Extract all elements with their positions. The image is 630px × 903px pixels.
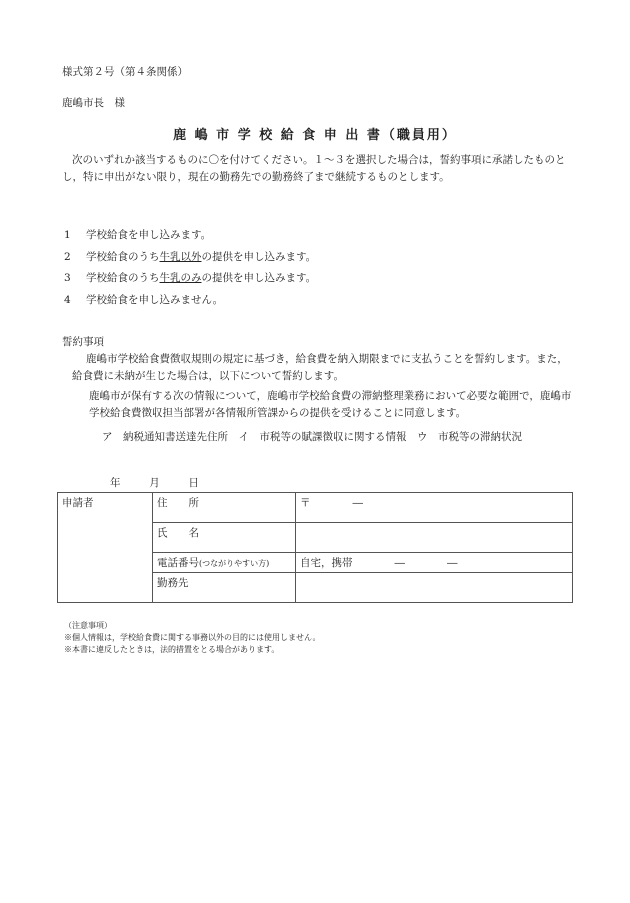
phone-label: 電話番号	[157, 557, 199, 569]
month-label: 月	[149, 477, 160, 489]
workplace-label: 勤務先	[153, 573, 296, 603]
phone-field[interactable]: 自宅，携帯 ― ―	[296, 553, 573, 573]
pledge-paragraph-2: 鹿嶋市が保有する次の情報について，鹿嶋市学校給食費の滞納整理業務において必要な範囲で，鹿嶋市学校給食費徴収担当部署が各情報所管課からの提供を受けることに同意します。	[89, 390, 572, 419]
intro-text: 次のいずれか該当するものに〇を付けてください。１～３を選択した場合は，誓約事項に承諾したものとし，特に申出がない限り，現在の勤務先での勤務終了まで継続するものとします。	[62, 154, 566, 183]
notes-heading: （注意事項）	[64, 621, 112, 630]
name-label: 氏 名	[153, 523, 296, 553]
option-number: 2	[64, 251, 71, 263]
option-2[interactable]	[64, 249, 316, 264]
applicant-table	[57, 492, 573, 603]
notes	[64, 620, 320, 656]
pledge-paragraph-1: 鹿嶋市学校給食費徴収規則の規定に基づき，給食費を納入期限までに支払うことを誓約します。また，給食費に未納が生じた場合は，以下について誓約します。	[72, 353, 568, 382]
option-text: 学校給食を申し込みます。	[86, 229, 212, 241]
option-1[interactable]	[64, 227, 211, 242]
option-text-end: の提供を申し込みます。	[201, 272, 317, 284]
workplace-field[interactable]	[296, 573, 573, 603]
option-number: 1	[64, 229, 71, 241]
pledge-items: ア 納税通知書送達先住所 イ 市税等の賦課徴収に関する情報 ウ 市税等の滞納状況	[102, 431, 522, 443]
date-line	[110, 475, 199, 490]
option-underlined: 牛乳以外	[159, 251, 202, 263]
name-field[interactable]	[296, 523, 573, 553]
pledge-heading: 誓約事項	[62, 336, 104, 348]
option-text-end: の提供を申し込みます。	[201, 251, 317, 263]
option-text: 学校給食のうち	[86, 272, 160, 284]
address-field[interactable]: 〒 ―	[296, 493, 573, 523]
address-label: 住 所	[153, 493, 296, 523]
phone-note: (つながりやすい方)	[199, 559, 270, 568]
notes-line-1: ※個人情報は，学校給食費に関する事務以外の目的には使用しません。	[64, 633, 321, 642]
option-text: 学校給食のうち	[86, 251, 160, 263]
option-3[interactable]	[64, 270, 316, 285]
notes-line-2: ※本書に違反したときは，法的措置をとる場合があります。	[64, 645, 280, 654]
form-number: 様式第２号（第４条関係）	[62, 66, 188, 78]
option-number: 4	[64, 294, 71, 306]
option-underlined: 牛乳のみ	[159, 272, 202, 284]
option-number: 3	[64, 272, 71, 284]
day-label: 日	[188, 477, 199, 489]
phone-label-cell	[153, 553, 296, 573]
addressee: 鹿嶋市長 様	[62, 97, 125, 109]
option-4[interactable]	[64, 292, 223, 307]
year-label: 年	[110, 477, 121, 489]
applicant-label: 申請者	[58, 493, 153, 603]
page-title: 鹿 嶋 市 学 校 給 食 申 出 書（職員用）	[173, 128, 457, 143]
option-text: 学校給食を申し込みません。	[86, 294, 224, 306]
